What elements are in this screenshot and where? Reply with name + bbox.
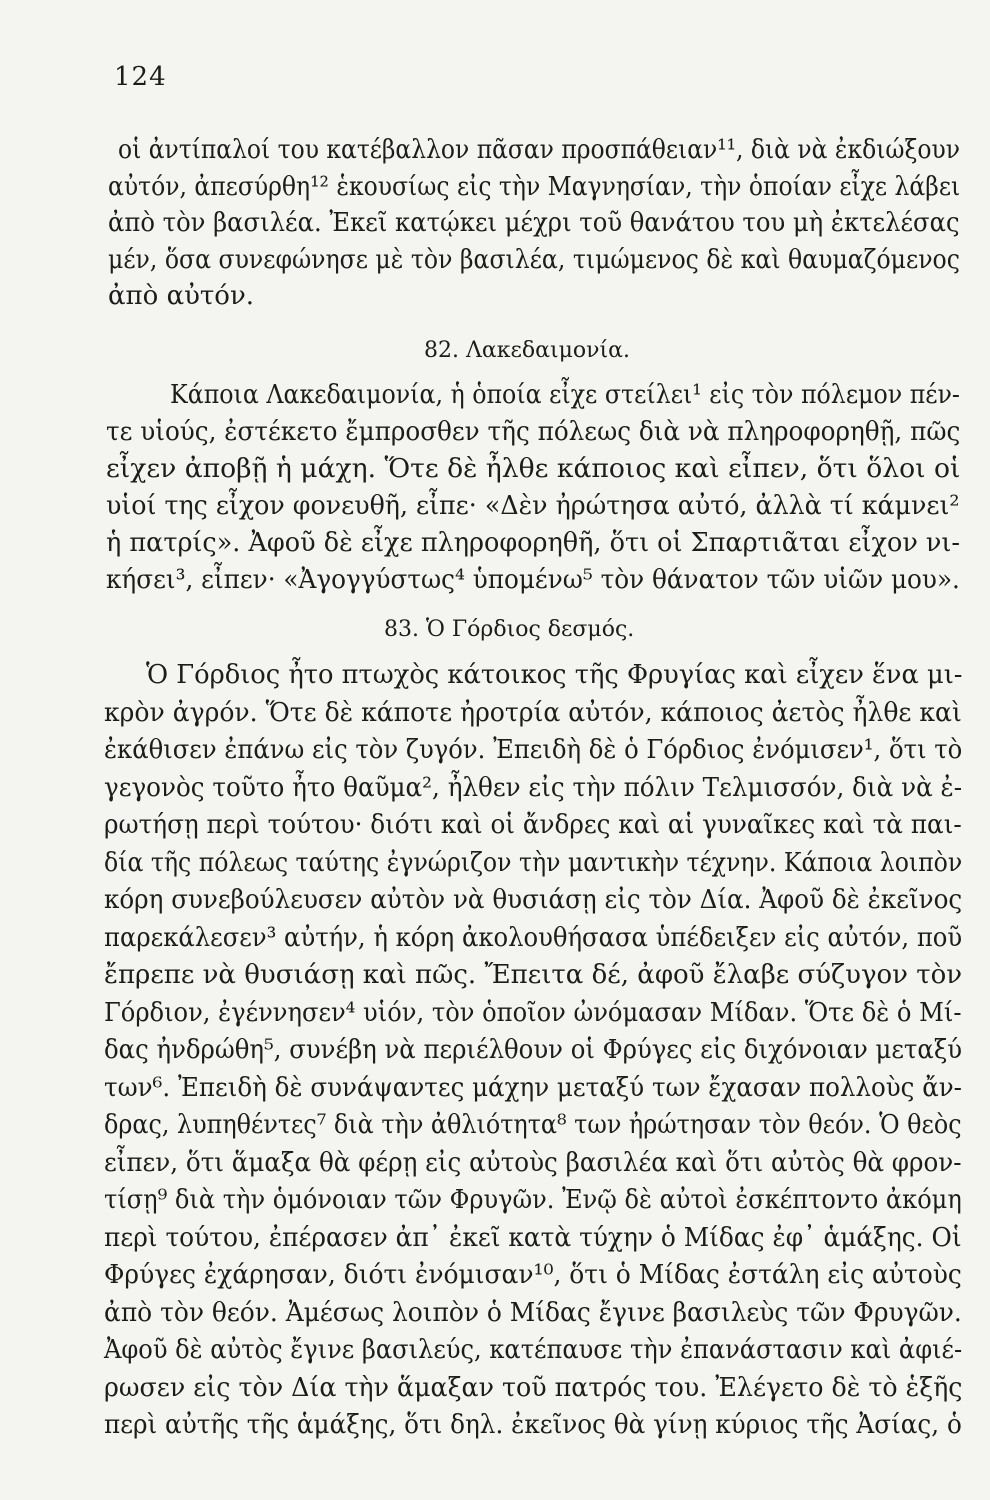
text-line: τε υἱούς, ἐστέκετο ἔμπροσθεν τῆς πόλεως διὰ νὰ πληροφορηθῇ, πῶς (106, 417, 961, 447)
page-number: 124 (114, 62, 167, 92)
text-line: περὶ αὐτῆς τῆς ἁμάξης, ὅτι δηλ. ἐκεῖνος θὰ γίνῃ κύριος τῆς Ἀσίας, ὁ (104, 1410, 962, 1440)
text-line: Κάποια Λακεδαιμονία, ἡ ὁποία εἶχε στείλει¹ εἰς τὸν πόλεμον πέν- (170, 380, 960, 410)
text-line: παρεκάλεσεν³ αὐτήν, ἡ κόρη ἀκολουθήσασα ὑπέδειξεν εἰς αὐτόν, ποῦ (104, 922, 963, 953)
text-line: ρωσεν εἰς τὸν Δία τὴν ἅμαξαν τοῦ πατρός του. Ἐλέγετο δὲ τὸ ἑξῆς (104, 1372, 963, 1403)
text-line: κήσει³, εἶπεν· «Ἀγογγύστως⁴ ὑπομένω⁵ τὸν θάνατον τῶν υἱῶν μου». (106, 565, 960, 595)
section-83-heading: 83. Ὁ Γόρδιος δεσμός. (384, 617, 635, 642)
text-line: κρὸν ἀγρόν. Ὅτε δὲ κάποτε ἠροτρία αὐτόν, κάποιος ἀετὸς ἦλθε καὶ (104, 697, 962, 728)
text-line: μέν, ὅσα συνεφώνησε μὲ τὸν βασιλέα, τιμώμενος δὲ καὶ θαυμαζόμενος (108, 244, 960, 275)
text-line: υἱοί της εἶχον φονευθῆ, εἶπε· «Δὲν ἠρώτησα αὐτό, ἀλλὰ τί κάμνει² (106, 491, 960, 521)
text-line: Ὁ Γόρδιος ἦτο πτωχὸς κάτοικος τῆς Φρυγίας καὶ εἶχεν ἕνα μι- (146, 660, 963, 690)
text-line: Γόρδιον, ἐγέννησεν⁴ υἱόν, τὸν ὁποῖον ὠνόμασαν Μίδαν. Ὅτε δὲ ὁ Μί- (104, 997, 962, 1028)
text-line: εἶχεν ἀποβῇ ἡ μάχη. Ὅτε δὲ ἦλθε κάποιος καὶ εἶπεν, ὅτι ὅλοι οἱ (106, 454, 961, 484)
text-line: Φρύγες ἐχάρησαν, διότι ἐνόμισαν¹⁰, ὅτι ὁ Μίδας ἐστάλη εἰς αὐτοὺς (104, 1260, 962, 1290)
text-line: ρωτήσῃ περὶ τούτου· διότι καὶ οἱ ἄνδρες καὶ αἱ γυναῖκες καὶ τὰ παι- (104, 810, 962, 840)
text-line: ἡ πατρίς». Ἀφοῦ δὲ εἶχε πληροφορηθῆ, ὅτι οἱ Σπαρτιᾶται εἶχον νι- (106, 528, 961, 558)
text-line: δας ἠνδρώθη⁵, συνέβη νὰ περιέλθουν οἱ Φρύγες εἰς διχόνοιαν μεταξύ (104, 1035, 963, 1065)
text-line: γεγονὸς τοῦτο ἦτο θαῦμα², ἦλθεν εἰς τὴν πόλιν Τελμισσόν, διὰ νὰ ἐ- (104, 772, 963, 803)
text-line: περὶ τούτου, ἐπέρασεν ἀπ᾿ ἐκεῖ κατὰ τύχην ὁ Μίδας ἐφ᾿ ἁμάξης. Οἱ (104, 1222, 962, 1253)
text-line: δρας, λυπηθέντες⁷ διὰ τὴν ἀθλιότητα⁸ των ἠρώτησαν τὸν θεόν. Ὁ θεὸς (104, 1110, 962, 1140)
text-line: Ἀφοῦ δὲ αὐτὸς ἔγινε βασιλεύς, κατέπαυσε τὴν ἐπανάστασιν καὶ ἀφιέ- (104, 1335, 963, 1365)
text-line: ἀπὸ τὸν βασιλέα. Ἐκεῖ κατῴκει μέχρι τοῦ θανάτου του μὴ ἐκτελέσας (108, 208, 960, 238)
text-line: οἱ ἀντίπαλοί του κατέβαλλον πᾶσαν προσπάθειαν¹¹, διὰ νὰ ἐκδιώξουν (118, 135, 960, 165)
section-82-heading: 82. Λακεδαιμονία. (424, 338, 630, 363)
text-line: κόρη συνεβούλευσεν αὐτὸν νὰ θυσιάσῃ εἰς τὸν Δία. Ἀφοῦ δὲ ἐκεῖνος (104, 885, 963, 915)
text-line: εἶπεν, ὅτι ἅμαξα θὰ φέρῃ εἰς αὐτοὺς βασιλέα καὶ ὅτι αὐτὸς θὰ φρον- (104, 1147, 962, 1178)
text-line: ἔπρεπε νὰ θυσιάσῃ καὶ πῶς. Ἔπειτα δέ, ἀφοῦ ἔλαβε σύζυγον τὸν (104, 960, 963, 990)
text-line: ἐκάθισεν ἐπάνω εἰς τὸν ζυγόν. Ἐπειδὴ δὲ ὁ Γόρδιος ἐνόμισεν¹, ὅτι τὸ (104, 735, 963, 765)
text-line: δία τῆς πόλεως ταύτης ἐγνώριζον τὴν μαντικὴν τέχνην. Κάποια λοιπὸν (104, 847, 963, 878)
text-line: αὐτόν, ἀπεσύρθη¹² ἑκουσίως εἰς τὴν Μαγνησίαν, τὴν ὁποίαν εἶχε λάβει (108, 171, 961, 202)
text-line: των⁶. Ἐπειδὴ δὲ συνάψαντες μάχην μεταξύ των ἔχασαν πολλοὺς ἄν- (104, 1072, 962, 1103)
text-line: ἀπὸ τὸν θεόν. Ἀμέσως λοιπὸν ὁ Μίδας ἔγινε βασιλεὺς τῶν Φρυγῶν. (104, 1297, 962, 1328)
text-line: ἀπὸ αὐτόν. (108, 281, 255, 311)
text-line: τίσῃ⁹ διὰ τὴν ὁμόνοιαν τῶν Φρυγῶν. Ἐνῷ δὲ αὐτοὶ ἐσκέπτοντο ἀκόμη (104, 1185, 962, 1215)
